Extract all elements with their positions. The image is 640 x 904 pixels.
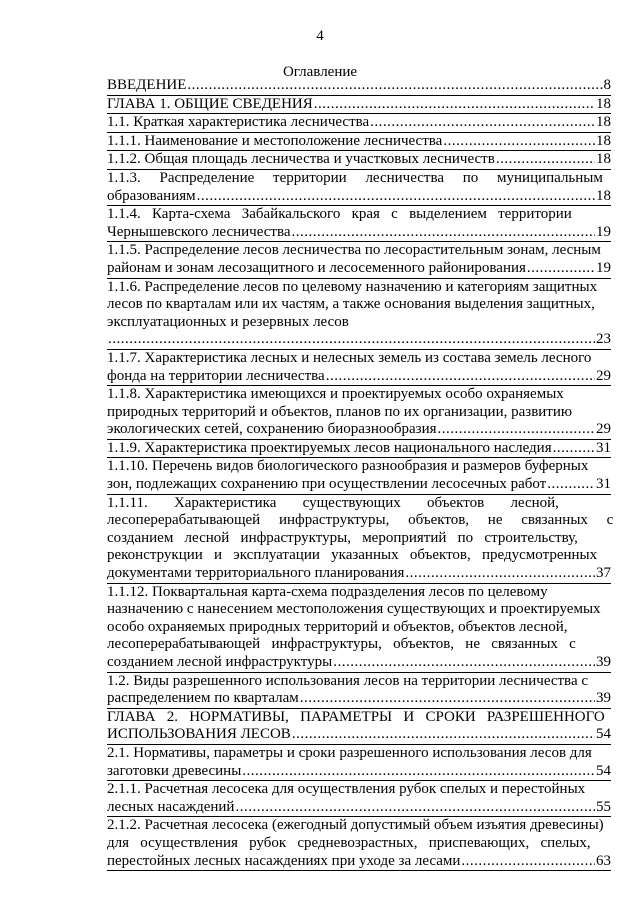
dot-leader (242, 763, 595, 781)
toc-entry[interactable] (107, 170, 611, 206)
toc-page-number: 18 (596, 151, 611, 168)
toc-entry-final-line (107, 726, 611, 744)
toc-entry-line: ГЛАВА 2. НОРМАТИВЫ, ПАРАМЕТРЫ И СРОКИ РАЗРЕШЕННОГО (107, 708, 605, 725)
dot-leader (443, 133, 595, 151)
toc-entry-line: созданием лесной инфраструктуры, мероприятий по строительству, (107, 529, 578, 546)
toc-entry[interactable] (107, 151, 611, 170)
toc-page-number: 19 (596, 259, 611, 276)
toc-entry-final-line (107, 853, 611, 871)
toc-page-number: 31 (596, 439, 611, 456)
toc-entry-line: 2.1.2. Расчетная лесосека (ежегодный допустимый объем изъятия древесины) (107, 817, 604, 834)
toc-entry-final-line (107, 77, 611, 95)
toc-page-number: 39 (596, 654, 611, 670)
toc-entry[interactable] (107, 242, 611, 278)
toc-entry[interactable] (107, 440, 611, 459)
dot-leader (235, 799, 595, 817)
toc-entry[interactable] (107, 458, 611, 494)
toc-entry-final-line (107, 476, 611, 494)
dot-leader (326, 368, 595, 386)
toc-page-number: 31 (596, 476, 611, 493)
toc-entry-final-line (107, 654, 611, 672)
toc-entry-final-line (107, 368, 611, 386)
toc-entry-final-line (107, 133, 611, 151)
toc-entry-final-line (107, 114, 611, 132)
toc-entry-line: лесов по кварталам или их частям, а также основания выделения защитных, (107, 296, 595, 313)
toc-entry[interactable] (107, 350, 611, 386)
toc-entry-line: 1.1.10. Перечень видов биологического разнообразия и размеров буферных (107, 458, 589, 475)
dot-leader (314, 96, 595, 114)
toc-entry-title: заготовки древесины (107, 762, 242, 779)
toc-entry-line: особо охраняемых природных территорий и объектов, объектов лесной, (107, 618, 568, 635)
toc-page-number: 63 (596, 852, 611, 869)
toc-entry-final-line (107, 151, 611, 169)
toc-entry-final-line (107, 421, 611, 439)
toc-page-number: 54 (596, 762, 611, 779)
toc-entry[interactable] (107, 709, 611, 745)
dot-leader (496, 151, 595, 169)
toc-entry[interactable] (107, 673, 611, 709)
toc-entry-title: зон, подлежащих сохранению при осуществлении лесосечных работ (107, 476, 547, 493)
toc-page-number: 19 (596, 223, 611, 240)
toc-entry-final-line (107, 260, 611, 278)
toc-entry-final-line (107, 799, 611, 817)
toc-entry[interactable] (107, 279, 611, 350)
toc-entry-line: лесоперерабатывающей инфраструктуры, объектов, не связанных с (107, 636, 576, 653)
toc-entry[interactable] (107, 817, 611, 871)
toc-entry-title: 1.1.2. Общая площадь лесничества и участковых лесничеств (107, 151, 495, 168)
toc-entry-final-line (107, 224, 611, 242)
toc-entry-line: лесоперерабатывающей инфраструктуры, объектов, не связанных с (107, 512, 614, 529)
toc-page-number: 23 (596, 331, 611, 348)
toc-page-number: 18 (596, 114, 611, 131)
toc-entry[interactable] (107, 133, 611, 152)
toc-entry[interactable] (107, 206, 611, 242)
toc-page-number: 29 (596, 367, 611, 384)
toc-entry-line: для осуществления рубок средневозрастных, приспевающих, спелых, (107, 834, 591, 851)
toc-page-number: 39 (596, 690, 611, 707)
toc-entry-final-line (107, 690, 611, 708)
page-number: 4 (316, 28, 324, 44)
toc-entry[interactable] (107, 745, 611, 781)
toc-entry-title: 1.1.9. Характеристика проектируемых лесов национального наследия (107, 439, 552, 456)
dot-leader (300, 690, 595, 708)
toc-entry[interactable] (107, 114, 611, 133)
toc-page-number: 18 (596, 187, 611, 204)
toc-entry-line: эксплуатационных и резервных лесов (107, 313, 349, 330)
toc-entry-final-line (107, 565, 611, 583)
dot-leader (438, 421, 595, 439)
dot-leader (108, 331, 595, 349)
dot-leader (370, 114, 595, 132)
dot-leader (292, 726, 595, 744)
toc-page-number: 55 (596, 798, 611, 815)
toc-entry[interactable] (107, 386, 611, 440)
toc-page-number: 37 (596, 565, 611, 582)
toc-entry-title: лесных насаждений (107, 798, 235, 815)
toc-page-number: 29 (596, 421, 611, 438)
toc-entry-line: 1.1.4. Карта-схема Забайкальского края с выделением территории (107, 206, 572, 223)
dot-leader (553, 440, 595, 458)
toc-entry-title: созданием лесной инфраструктуры (107, 654, 333, 670)
toc-entry[interactable] (107, 96, 611, 115)
dot-leader (197, 188, 595, 206)
toc-entry-final-line (107, 188, 611, 206)
dot-leader (405, 565, 595, 583)
toc-entry-line: 1.1.11. Характеристика существующих объектов лесной, (107, 494, 559, 511)
toc-entry-title: распределением по кварталам (107, 690, 299, 707)
toc-entry[interactable] (107, 77, 611, 96)
toc-title: Оглавление (282, 64, 358, 80)
toc-entry-line: 1.2. Виды разрешенного использования лесов на территории лесничества с (107, 672, 589, 689)
toc-entry-final-line (107, 440, 611, 458)
toc-entry-line: 2.1. Нормативы, параметры и сроки разрешенного использования лесов для (107, 744, 592, 761)
toc-entry-title: 1.1. Краткая характеристика лесничества (107, 114, 370, 131)
toc-entry-title: Чернышевского лесничества (107, 223, 291, 240)
table-of-contents (107, 77, 614, 871)
toc-entry-title: образованиям (107, 187, 196, 204)
toc-entry[interactable] (107, 584, 611, 673)
toc-entry-final-line (107, 331, 611, 349)
dot-leader (187, 77, 602, 95)
toc-entry-final-line (107, 763, 611, 781)
toc-page-number: 18 (596, 132, 611, 149)
toc-page-number: 8 (603, 77, 611, 93)
toc-entry-line: 1.1.6. Распределение лесов по целевому назначению и категориям защитных (107, 278, 598, 295)
toc-entry-line: 2.1.1. Расчетная лесосека для осуществления рубок спелых и перестойных (107, 781, 586, 798)
toc-entry[interactable] (107, 494, 614, 584)
toc-entry-line: 1.1.12. Поквартальная карта-схема подразделения лесов по целевому (107, 583, 548, 600)
dot-leader (547, 476, 595, 494)
toc-entry-title: ГЛАВА 1. ОБЩИЕ СВЕДЕНИЯ (107, 95, 313, 112)
dot-leader (461, 853, 595, 871)
toc-entry-line: природных территорий и объектов, планов по их организации, развитию (107, 403, 573, 420)
toc-entry-title: ВВЕДЕНИЕ (107, 77, 187, 93)
toc-page-number: 54 (596, 726, 611, 743)
toc-entry-title: ИСПОЛЬЗОВАНИЯ ЛЕСОВ (107, 726, 291, 743)
toc-entry[interactable] (107, 781, 611, 817)
toc-entry-line: 1.1.5. Распределение лесов лесничества по лесорастительным зонам, лесным (107, 242, 601, 259)
toc-entry-line: 1.1.7. Характеристика лесных и нелесных земель из состава земель лесного (107, 349, 592, 366)
toc-entry-line: 1.1.3. Распределение территории лесничества по муниципальным (107, 169, 603, 186)
toc-entry-line: назначению с нанесением местоположения существующих и проектируемых (107, 601, 601, 618)
toc-entry-title: экологических сетей, сохранению биоразнообразия (107, 421, 437, 438)
toc-entry-line: 1.1.8. Характеристика имеющихся и проектируемых особо охраняемых (107, 386, 564, 403)
toc-entry-title: перестойных лесных насаждениях при уходе за лесами (107, 852, 461, 869)
dot-leader (527, 260, 595, 278)
toc-entry-title: 1.1.1. Наименование и местоположение лесничества (107, 132, 443, 149)
toc-entry-title: фонда на территории лесничества (107, 367, 325, 384)
toc-entry-line: реконструкции и эксплуатации указанных объектов, предусмотренных (107, 547, 598, 564)
toc-page-number: 18 (596, 95, 611, 112)
toc-entry-title: районам и зонам лесозащитного и лесосеменного районирования (107, 259, 526, 276)
toc-entry-final-line (107, 96, 611, 114)
toc-entry-title: документами территориального планирования (107, 565, 405, 582)
dot-leader (292, 224, 596, 242)
dot-leader (333, 654, 595, 672)
